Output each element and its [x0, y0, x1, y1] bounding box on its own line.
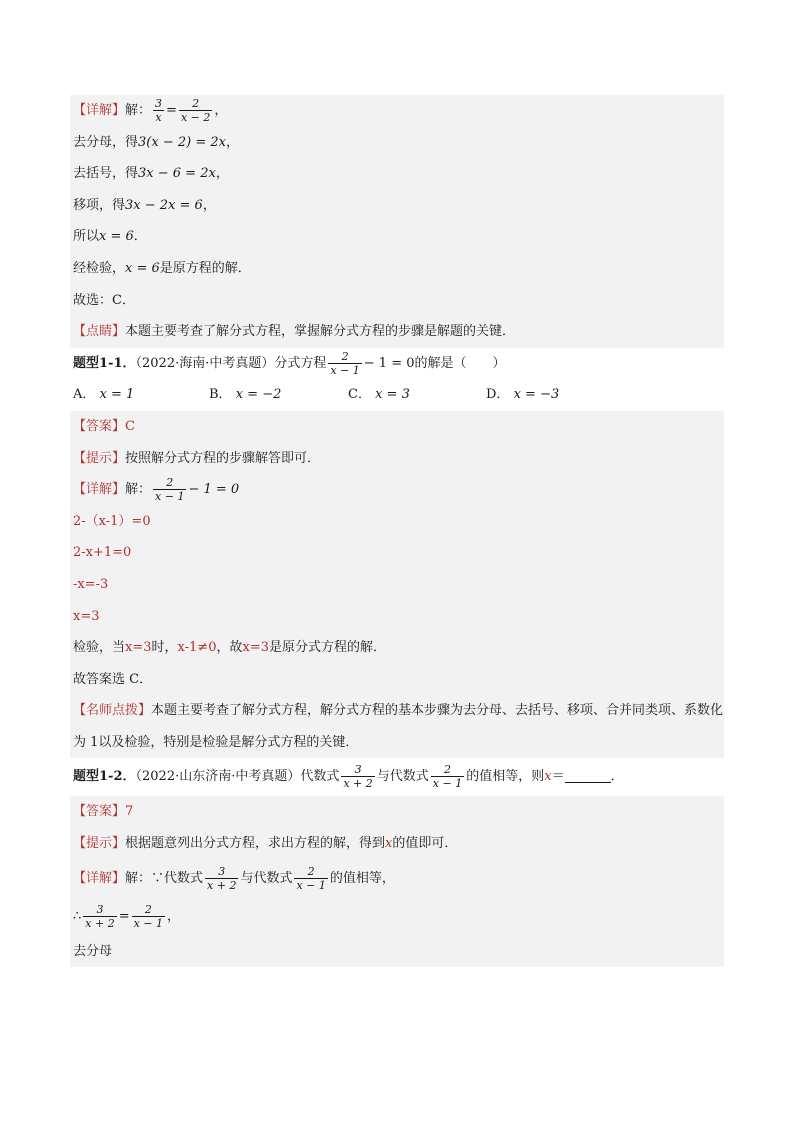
step-tail: ，: [202, 197, 216, 213]
fraction-3-over-x: $\frac{3}{x}$: [155, 97, 163, 124]
question-1-2: 题型1-2．（2022·山东济南·中考真题）代数式 $\frac{3}{x + 2}$ 与代数式 $\frac{2}{x - 1}$ 的值相等，则x＝ ．: [73, 763, 624, 791]
choice-line: 故选：C．: [73, 292, 135, 308]
question-source: （2022·海南·中考真题）分式方程: [135, 355, 327, 371]
detail-intro: 解：: [125, 103, 152, 118]
step-line: [70, 253, 724, 285]
detail-line: [70, 474, 724, 506]
answer-value: C: [125, 418, 135, 434]
question-rest: − 1 = 0的解是（ ）: [363, 355, 506, 371]
hint-line: 【提示】根据题意列出分式方程，求出方程的解，得到x的值即可．: [73, 836, 458, 852]
solution-block-1: [70, 95, 724, 348]
answer-tag: 【答案】: [73, 804, 126, 820]
fraction-2-over-x-minus-1: $\frac{2}{x - 1}$: [432, 763, 463, 791]
conclusion-line: 故答案选 C．: [73, 671, 153, 687]
step-line: 2-x+1=0: [73, 545, 132, 561]
answer-tag: 【答案】: [73, 418, 126, 434]
fraction-2-over-x-minus-1: $\frac{2}{x - 1}$: [330, 349, 360, 377]
step-line: [70, 158, 724, 190]
step-math: x = 6: [99, 229, 134, 245]
detail-line: [70, 95, 724, 127]
detail-tag: 【详解】: [73, 482, 126, 498]
step-text: 移项，得: [73, 197, 126, 213]
question-label: 题型1-2．: [73, 769, 136, 785]
equals-sign: =: [166, 103, 177, 118]
step-tail: 是原方程的解．: [159, 260, 251, 276]
teacher-note: [70, 695, 724, 758]
answer-value: 7: [125, 804, 134, 820]
fraction-3-over-x-plus-2: $\frac{3}{x + 2}$: [343, 763, 373, 791]
solution-block-3: [70, 796, 724, 967]
step-text: 所以: [73, 229, 100, 245]
detail-line: 【详解】解：∵代数式 $\frac{3}{x + 2}$ 与代数式 $\frac{2}{x - 1}$ 的值相等，: [73, 864, 395, 892]
step-math: x = 6: [125, 260, 160, 276]
page-content: [70, 95, 724, 967]
step-tail: ．: [133, 229, 147, 245]
fraction-2-over-x-minus-1: $\frac{2}{x - 1}$: [133, 902, 164, 930]
options-row: [70, 379, 724, 411]
point-line: [70, 316, 724, 348]
fraction-2-over-x-minus-1: $\frac{2}{x - 1}$: [155, 476, 185, 504]
step-math: 3x − 2x = 6: [125, 197, 203, 213]
step-line: [70, 190, 724, 222]
fraction-2-over-x-minus-2: $\frac{2}{x - 2}$: [180, 97, 211, 124]
option-b: B． x = −2: [209, 387, 282, 403]
step-line: [70, 127, 724, 159]
comma: ，: [214, 103, 228, 118]
hint-tag: 【提示】: [73, 836, 126, 852]
check-line: 检验，当x=3时，x-1≠0，故x=3是原分式方程的解．: [73, 640, 386, 656]
hint-line: [70, 443, 724, 475]
teacher-text: 本题主要考查了解分式方程，解分式方程的基本步骤为去分母、去括号、移项、合并同类项、系数化为 1以及检验，特别是检验是解分式方程的关键．: [73, 703, 724, 750]
step-math: 3x − 6 = 2x: [138, 166, 216, 182]
answer-line: [70, 796, 724, 828]
fraction-3-over-x-plus-2: $\frac{3}{x + 2}$: [85, 902, 115, 930]
step-tail: ，: [225, 134, 239, 150]
step-math: 3(x − 2) = 2x: [138, 134, 226, 150]
teacher-tag: 【名师点拨】: [73, 703, 152, 719]
step-text: 去括号，得: [73, 166, 139, 182]
equation-line: ∴ $\frac{3}{x + 2}$ = $\frac{2}{x - 1}$ ，: [73, 902, 181, 930]
step-line: -x=-3: [73, 576, 109, 592]
answer-line: [70, 411, 724, 443]
fraction-3-over-x-plus-2: $\frac{3}{x + 2}$: [207, 864, 237, 892]
point-text: 本题主要考查了解分式方程，掌握解分式方程的步骤是解题的关键．: [125, 324, 516, 340]
solution-block-2: [70, 411, 724, 759]
hint-text: 按照解分式方程的步骤解答即可．: [125, 450, 321, 466]
fraction-2-over-x-minus-1: $\frac{2}{x - 1}$: [296, 864, 326, 892]
question-source: （2022·山东济南·中考真题）代数式: [135, 769, 340, 785]
question-label: 题型1-1．: [73, 355, 136, 371]
step-line: 2-（x-1）=0: [73, 513, 151, 529]
step-tail: ，: [215, 166, 229, 182]
detail-tag: 【详解】: [73, 870, 126, 886]
detail-tag: 【详解】: [73, 103, 126, 118]
step-line: [70, 221, 724, 253]
hint-tag: 【提示】: [73, 450, 126, 466]
question-1-1: [70, 348, 724, 380]
last-line: 去分母: [73, 943, 113, 959]
option-d: D． x = −3: [486, 387, 560, 403]
option-c: C． x = 3: [348, 387, 410, 403]
detail-intro: 解：: [125, 482, 152, 498]
step-text: 经检验，: [73, 260, 126, 276]
point-tag: 【点睛】: [73, 324, 126, 340]
option-a: A． x = 1: [73, 387, 135, 403]
step-line: x=3: [73, 608, 100, 624]
step-text: 去分母，得: [73, 134, 139, 150]
answer-blank: [565, 766, 611, 783]
equation-rest: − 1 = 0: [188, 482, 240, 498]
